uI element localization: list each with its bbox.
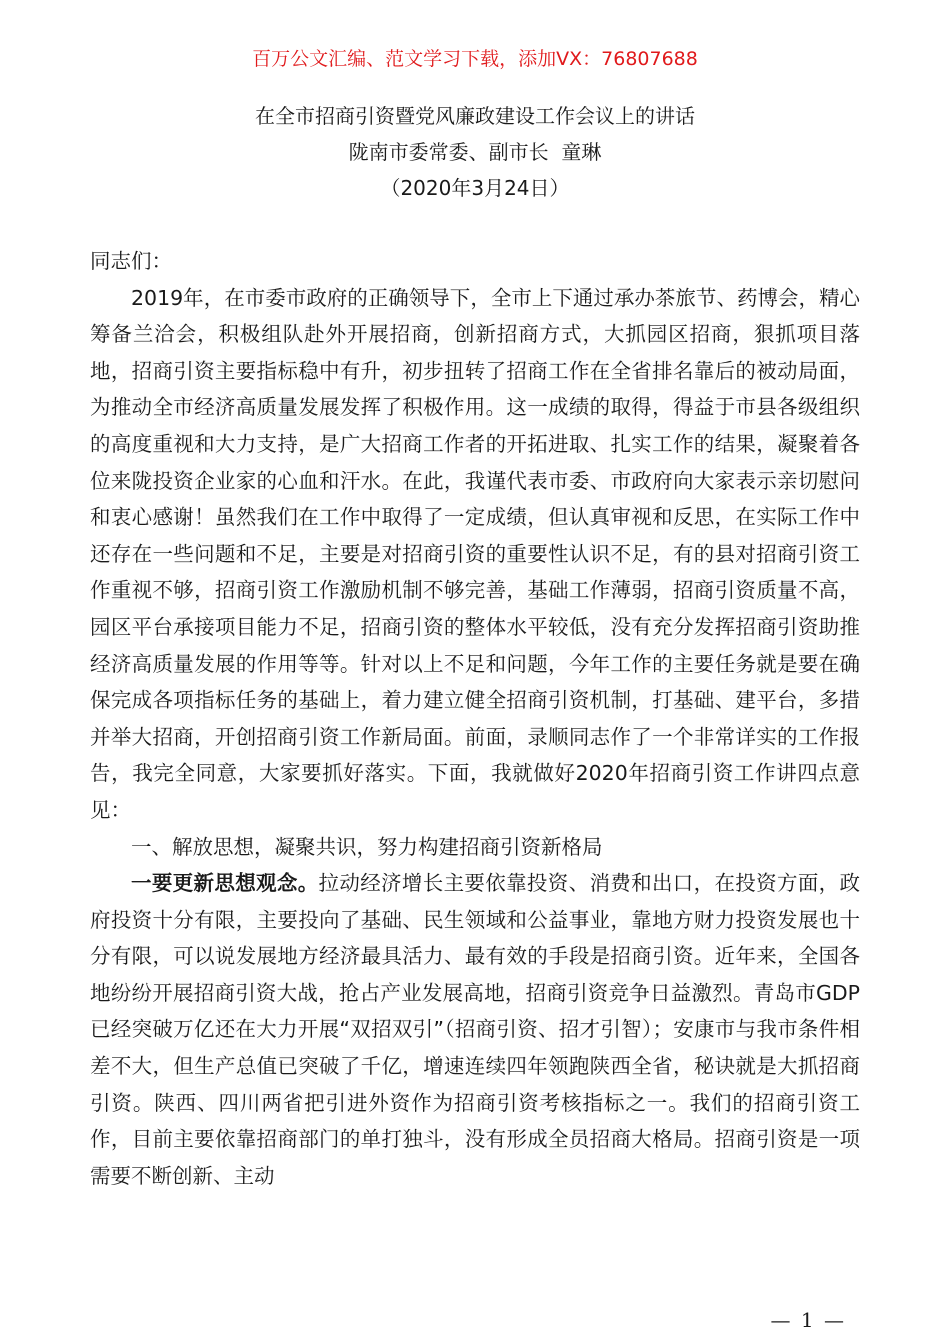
speaker-line: 陇南市委常委、副市长 童琳 <box>348 140 602 164</box>
salutation: 同志们： <box>90 249 172 273</box>
speech-title: 在全市招商引资暨党风廉政建设工作会议上的讲话 <box>255 104 695 128</box>
paragraph-2-lead: 一要更新思想观念。 <box>131 871 319 896</box>
paragraph-1: 2019年，在市委市政府的正确领导下，全市上下通过承办茶旅节、药博会，精心筹备兰洽会，积极组队赴外开展招商，创新招商方式，大抓园区招商，狠抓项目落地，招商引资主要指标稳中有升，初步扭转了招商工作在全省排名靠后的被动局面，为推动全市经济高质量发展发挥了积极作用。这一成绩的取得，得益于市县各级组织的高度重视和大力支持，是广大招商工作者的开拓进取、扎实工作的结果，凝聚着各位来陇投资企业家的心血和汗水。在此，我谨代表市委、市政府向大家表示亲切慰问和衷心感谢！虽然我们在工作中取得了一定成绩，但认真审视和反思，在实际工作中还存在一些问题和不足，主要是对招商引资的重要性认识不足，有的县对招商引资工作重视不够，招商引资工作激励机制不够完善，基础工作薄弱，招商引资质量不高，园区平台承接项目能力不足，招商引资的整体水平较低，没有充分发挥招商引资助推经济高质量发展的作用等等。针对以上不足和问题，今年工作的主要任务就是要在确保完成各项指标任务的基础上，着力建立健全招商引资机制，打基础、建平台，多措并举大招商，开创招商引资工作新局面。前面，录顺同志作了一个非常详实的工作报告，我完全同意，大家要抓好落实。下面，我就做好2020年招商引资工作讲四点意见： <box>90 285 860 822</box>
page-number: — 1 — <box>770 1308 846 1332</box>
section-heading-1: 一、解放思想，凝聚共识，努力构建招商引资新格局 <box>131 834 603 859</box>
title-block <box>0 98 950 206</box>
paragraph-2-text: 拉动经济增长主要依靠投资、消费和出口，在投资方面，政府投资十分有限，主要投向了基础、民生领域和公益事业，靠地方财力投资发展也十分有限，可以说发展地方经济最具活力、最有效的手段是招商引资。近年来，全国各地纷纷开展招商引资大战，抢占产业发展高地，招商引资竞争日益激烈。青岛市GDP已经突破万亿还在大力开展“双招双引”（招商引资、招才引智）；安康市与我市条件相差不大，但生产总值已突破了千亿，增速连续四年领跑陕西全省，秘诀就是大抓招商引资。陕西、四川两省把引进外资作为招商引资考核指标之一。我们的招商引资工作，目前主要依靠招商部门的单打独斗，没有形成全员招商大格局。招商引资是一项需要不断创新、主动 <box>90 871 861 1188</box>
paragraph-2 <box>90 865 860 1194</box>
watermark-banner: 百万公文汇编、范文学习下载，添加VX：76807688 <box>252 48 698 70</box>
document-body <box>90 243 860 1194</box>
speech-date: （2020年3月24日） <box>380 176 570 200</box>
